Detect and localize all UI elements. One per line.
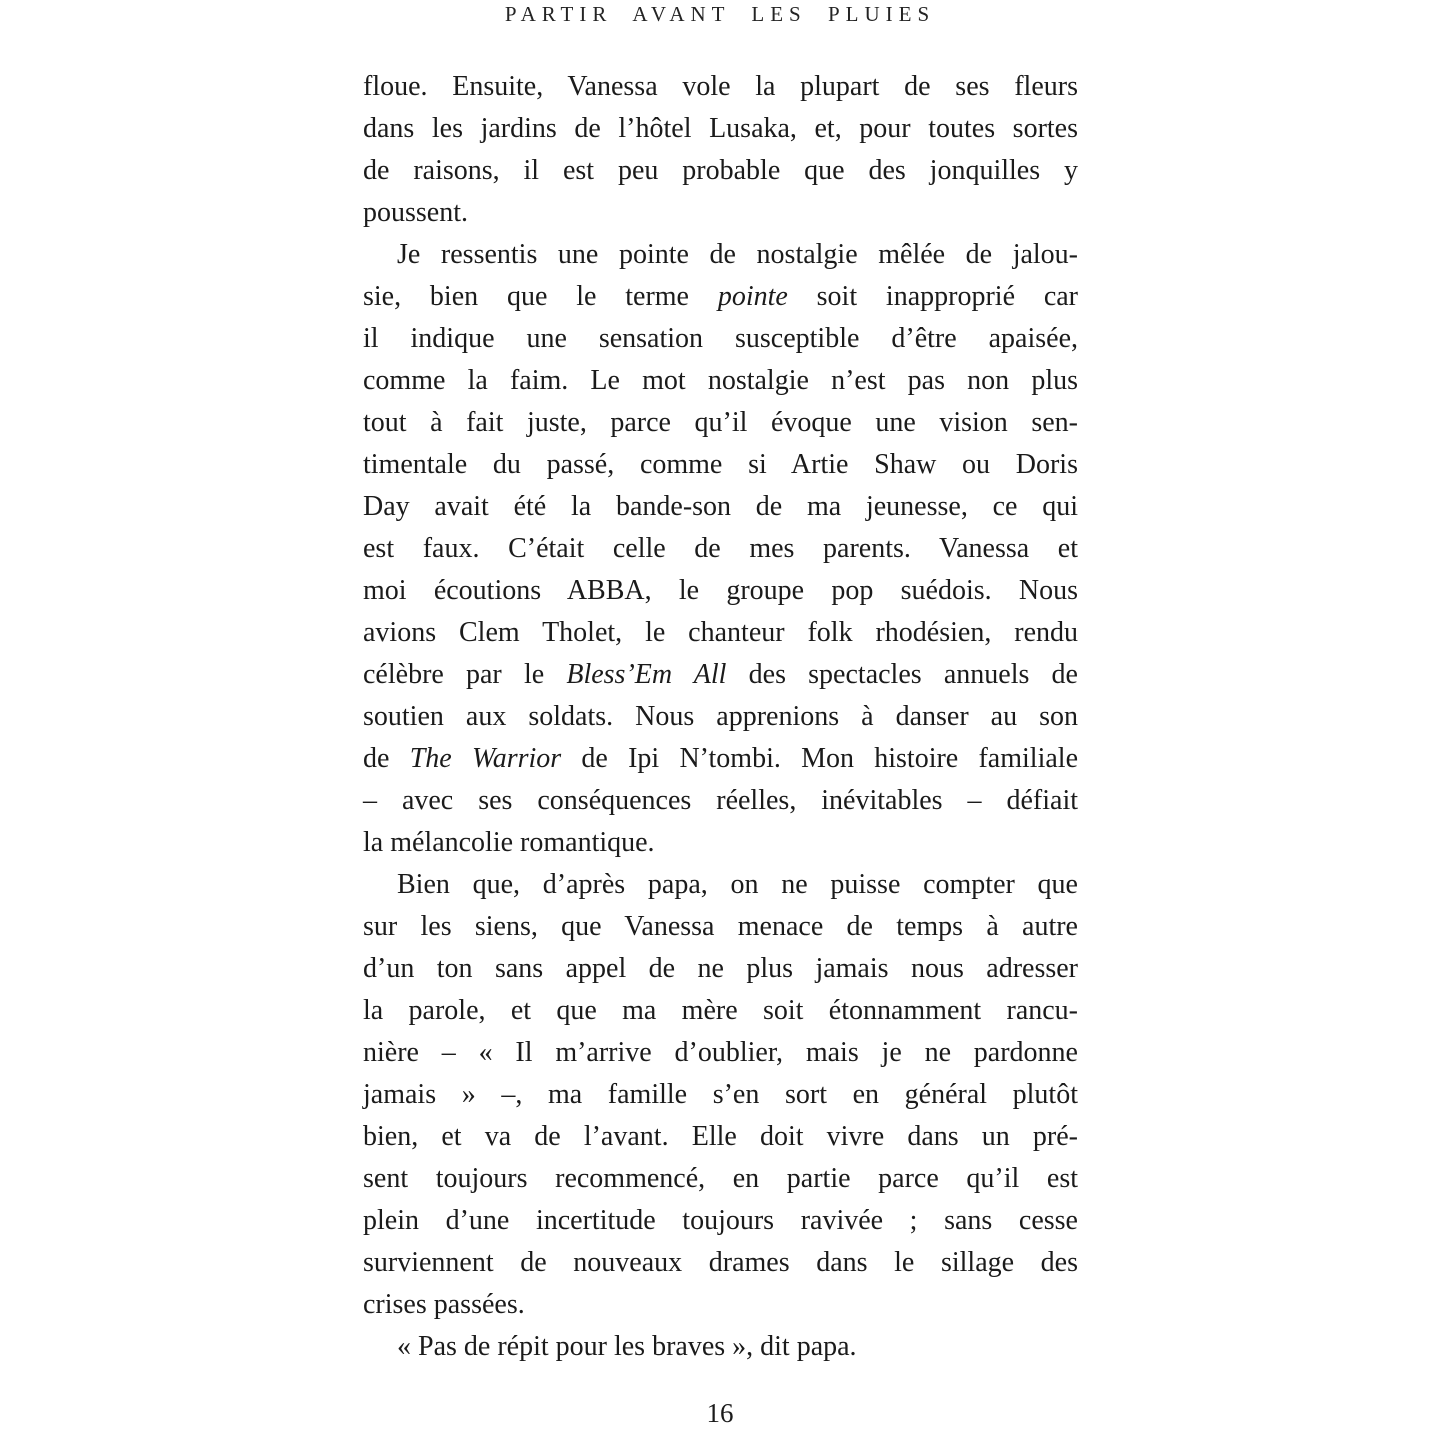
text-line: surviennent de nouveaux drames dans le sillage des xyxy=(363,1247,1078,1278)
text-line: floue. Ensuite, Vanessa vole la plupart de ses fleurs xyxy=(363,71,1078,102)
text-line: poussent. xyxy=(363,197,468,228)
text-line: sie, bien que le terme pointe soit inapproprié car xyxy=(363,281,1079,312)
text-line: il indique une sensation susceptible d’être apaisée, xyxy=(363,323,1078,354)
text-block xyxy=(363,66,1078,1368)
text-line: d’un ton sans appel de ne plus jamais nous adresser xyxy=(363,953,1078,984)
text-line: est faux. C’était celle de mes parents. Vanessa et xyxy=(363,533,1078,564)
text-line: célèbre par le Bless’Em All des spectacles annuels de xyxy=(363,659,1078,690)
text-line: crises passées. xyxy=(363,1289,525,1320)
text-line: timentale du passé, comme si Artie Shaw ou Doris xyxy=(363,449,1078,480)
page-number: 16 xyxy=(706,1398,734,1428)
text-line: tout à fait juste, parce qu’il évoque une vision sen- xyxy=(363,407,1078,438)
text-line: sur les siens, que Vanessa menace de temps à autre xyxy=(363,911,1078,942)
text-line: plein d’une incertitude toujours ravivée ; sans cesse xyxy=(363,1205,1078,1236)
text-line: Day avait été la bande-son de ma jeunesse, ce qui xyxy=(363,491,1078,522)
text-line: nière – « Il m’arrive d’oublier, mais je ne pardonne xyxy=(363,1037,1078,1068)
text-line: dans les jardins de l’hôtel Lusaka, et, pour toutes sortes xyxy=(363,113,1078,144)
text-line: avions Clem Tholet, le chanteur folk rhodésien, rendu xyxy=(363,617,1078,648)
text-line: sent toujours recommencé, en partie parce qu’il est xyxy=(363,1163,1078,1194)
text-line: la parole, et que ma mère soit étonnamment rancu- xyxy=(363,995,1078,1026)
text-line: de raisons, il est peu probable que des jonquilles y xyxy=(363,155,1078,186)
text-line: comme la faim. Le mot nostalgie n’est pas non plus xyxy=(363,365,1078,396)
text-line: moi écoutions ABBA, le groupe pop suédois. Nous xyxy=(363,575,1078,606)
text-line: « Pas de répit pour les braves », dit papa. xyxy=(397,1331,857,1362)
text-line: Je ressentis une pointe de nostalgie mêlée de jalou- xyxy=(397,239,1078,270)
text-line: jamais » –, ma famille s’en sort en général plutôt xyxy=(363,1079,1078,1110)
text-line: soutien aux soldats. Nous apprenions à danser au son xyxy=(363,701,1078,732)
text-line: de The Warrior de Ipi N’tombi. Mon histoire familiale xyxy=(363,743,1078,774)
text-line: la mélancolie romantique. xyxy=(363,827,655,858)
text-line: bien, et va de l’avant. Elle doit vivre dans un pré- xyxy=(363,1121,1078,1152)
text-line: – avec ses conséquences réelles, inévitables – défiait xyxy=(363,785,1078,816)
text-line: Bien que, d’après papa, on ne puisse compter que xyxy=(397,869,1078,900)
running-header: PARTIR AVANT LES PLUIES xyxy=(504,2,936,26)
